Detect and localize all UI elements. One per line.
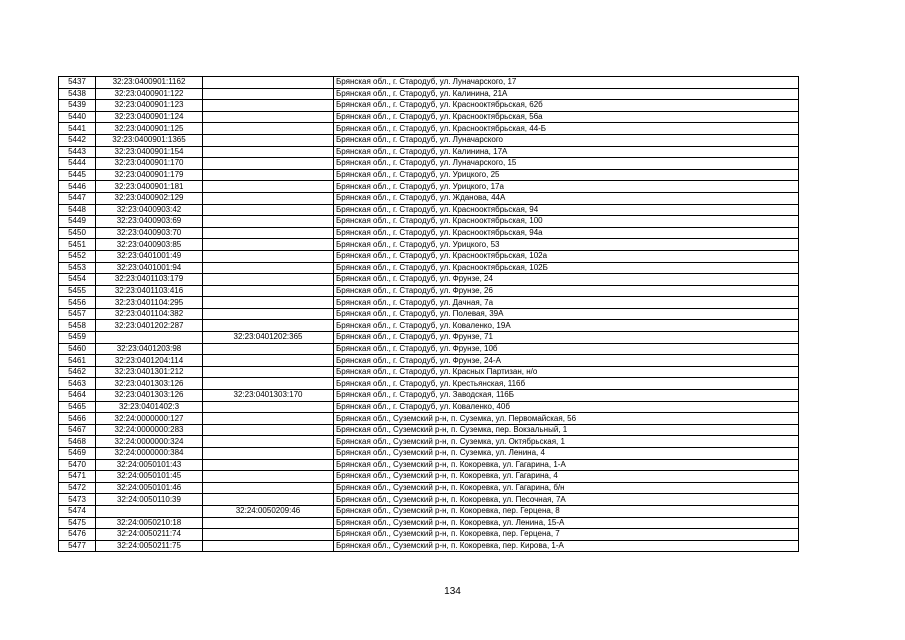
address-cell: Брянская обл., г. Стародуб, ул. Фрунзе, 10б [334, 343, 799, 355]
address-cell: Брянская обл., Суземский р-н, п. Кокоревка, пер. Герцена, 7 [334, 529, 799, 541]
previous-cadastral-number-cell [203, 111, 334, 123]
row-number-cell: 5466 [59, 413, 96, 425]
table-row [59, 227, 799, 239]
row-number-cell: 5438 [59, 88, 96, 100]
address-cell: Брянская обл., Суземский р-н, п. Кокоревка, ул. Гагарина, 1-А [334, 459, 799, 471]
cadastral-number-cell: 32:23:0401303:126 [96, 390, 203, 402]
previous-cadastral-number-cell [203, 192, 334, 204]
previous-cadastral-number-cell: 32:24:0050209:46 [203, 505, 334, 517]
cadastral-number-cell: 32:23:0401303:126 [96, 378, 203, 390]
row-number-cell: 5444 [59, 158, 96, 170]
row-number-cell: 5473 [59, 494, 96, 506]
previous-cadastral-number-cell [203, 181, 334, 193]
table-row [59, 285, 799, 297]
table-row [59, 274, 799, 286]
table-row [59, 77, 799, 89]
row-number-cell: 5454 [59, 274, 96, 286]
address-cell: Брянская обл., г. Стародуб, ул. Полевая, 39А [334, 308, 799, 320]
cadastral-number-cell: 32:24:0000000:384 [96, 448, 203, 460]
cadastral-number-cell: 32:23:0401204:114 [96, 355, 203, 367]
table-row [59, 297, 799, 309]
row-number-cell: 5468 [59, 436, 96, 448]
cadastral-number-cell: 32:23:0401104:295 [96, 297, 203, 309]
table-row [59, 401, 799, 413]
previous-cadastral-number-cell [203, 366, 334, 378]
address-cell: Брянская обл., Суземский р-н, п. Суземка, ул. Октябрьская, 1 [334, 436, 799, 448]
row-number-cell: 5460 [59, 343, 96, 355]
registry-table-body [59, 77, 799, 552]
cadastral-number-cell: 32:23:0400903:69 [96, 216, 203, 228]
address-cell: Брянская обл., Суземский р-н, п. Суземка, пер. Вокзальный, 1 [334, 424, 799, 436]
cadastral-number-cell: 32:24:0050101:43 [96, 459, 203, 471]
address-cell: Брянская обл., г. Стародуб, ул. Жданова, 44А [334, 192, 799, 204]
previous-cadastral-number-cell [203, 413, 334, 425]
previous-cadastral-number-cell [203, 239, 334, 251]
page-number: 134 [444, 586, 461, 597]
table-row [59, 239, 799, 251]
row-number-cell: 5445 [59, 169, 96, 181]
address-cell: Брянская обл., г. Стародуб, ул. Коваленко, 40б [334, 401, 799, 413]
table-row [59, 355, 799, 367]
cadastral-number-cell: 32:23:0400901:179 [96, 169, 203, 181]
cadastral-number-cell: 32:23:0401001:94 [96, 262, 203, 274]
row-number-cell: 5439 [59, 100, 96, 112]
address-cell: Брянская обл., г. Стародуб, ул. Краснооктябрьская, 100 [334, 216, 799, 228]
table-row [59, 204, 799, 216]
cadastral-number-cell: 32:23:0401402:3 [96, 401, 203, 413]
previous-cadastral-number-cell [203, 320, 334, 332]
row-number-cell: 5464 [59, 390, 96, 402]
previous-cadastral-number-cell [203, 227, 334, 239]
row-number-cell: 5457 [59, 308, 96, 320]
previous-cadastral-number-cell [203, 100, 334, 112]
address-cell: Брянская обл., Суземский р-н, п. Кокоревка, ул. Ленина, 15-А [334, 517, 799, 529]
row-number-cell: 5443 [59, 146, 96, 158]
table-row [59, 169, 799, 181]
table-row [59, 482, 799, 494]
row-number-cell: 5477 [59, 540, 96, 552]
cadastral-number-cell [96, 332, 203, 344]
previous-cadastral-number-cell [203, 424, 334, 436]
previous-cadastral-number-cell [203, 471, 334, 483]
previous-cadastral-number-cell [203, 158, 334, 170]
cadastral-number-cell: 32:24:0050101:46 [96, 482, 203, 494]
row-number-cell: 5451 [59, 239, 96, 251]
previous-cadastral-number-cell [203, 378, 334, 390]
row-number-cell: 5471 [59, 471, 96, 483]
address-cell: Брянская обл., г. Стародуб, ул. Фрунзе, 26 [334, 285, 799, 297]
previous-cadastral-number-cell [203, 123, 334, 135]
table-row [59, 390, 799, 402]
previous-cadastral-number-cell [203, 494, 334, 506]
previous-cadastral-number-cell [203, 250, 334, 262]
table-row [59, 343, 799, 355]
previous-cadastral-number-cell: 32:23:0401303:170 [203, 390, 334, 402]
previous-cadastral-number-cell [203, 459, 334, 471]
address-cell: Брянская обл., г. Стародуб, ул. Калинина, 21А [334, 88, 799, 100]
table-row [59, 494, 799, 506]
cadastral-number-cell: 32:23:0400901:1162 [96, 77, 203, 89]
address-cell: Брянская обл., Суземский р-н, п. Кокоревка, пер. Кирова, 1-А [334, 540, 799, 552]
table-row [59, 123, 799, 135]
row-number-cell: 5465 [59, 401, 96, 413]
cadastral-number-cell: 32:23:0400903:70 [96, 227, 203, 239]
previous-cadastral-number-cell [203, 401, 334, 413]
cadastral-number-cell: 32:23:0400902:129 [96, 192, 203, 204]
row-number-cell: 5440 [59, 111, 96, 123]
address-cell: Брянская обл., г. Стародуб, ул. Крестьянская, 116б [334, 378, 799, 390]
previous-cadastral-number-cell [203, 297, 334, 309]
address-cell: Брянская обл., г. Стародуб, ул. Фрунзе, 24 [334, 274, 799, 286]
cadastral-number-cell: 32:23:0400901:122 [96, 88, 203, 100]
address-cell: Брянская обл., Суземский р-н, п. Кокоревка, пер. Герцена, 8 [334, 505, 799, 517]
row-number-cell: 5463 [59, 378, 96, 390]
table-row [59, 540, 799, 552]
previous-cadastral-number-cell [203, 134, 334, 146]
row-number-cell: 5437 [59, 77, 96, 89]
row-number-cell: 5470 [59, 459, 96, 471]
previous-cadastral-number-cell [203, 88, 334, 100]
address-cell: Брянская обл., г. Стародуб, ул. Краснооктябрьская, 56а [334, 111, 799, 123]
row-number-cell: 5447 [59, 192, 96, 204]
row-number-cell: 5442 [59, 134, 96, 146]
address-cell: Брянская обл., г. Стародуб, ул. Красных Партизан, н/о [334, 366, 799, 378]
row-number-cell: 5455 [59, 285, 96, 297]
table-row [59, 134, 799, 146]
row-number-cell: 5459 [59, 332, 96, 344]
previous-cadastral-number-cell [203, 448, 334, 460]
cadastral-number-cell: 32:23:0400903:85 [96, 239, 203, 251]
cadastral-number-cell: 32:23:0400901:125 [96, 123, 203, 135]
table-row [59, 320, 799, 332]
cadastral-number-cell: 32:23:0401203:98 [96, 343, 203, 355]
table-row [59, 100, 799, 112]
previous-cadastral-number-cell [203, 529, 334, 541]
table-row [59, 448, 799, 460]
table-row [59, 366, 799, 378]
address-cell: Брянская обл., г. Стародуб, ул. Урицкого, 17а [334, 181, 799, 193]
address-cell: Брянская обл., Суземский р-н, п. Кокоревка, ул. Песочная, 7А [334, 494, 799, 506]
row-number-cell: 5456 [59, 297, 96, 309]
table-row [59, 146, 799, 158]
table-row [59, 158, 799, 170]
previous-cadastral-number-cell: 32:23:0401202:365 [203, 332, 334, 344]
table-row [59, 424, 799, 436]
address-cell: Брянская обл., г. Стародуб, ул. Урицкого, 53 [334, 239, 799, 251]
cadastral-number-cell: 32:23:0401104:382 [96, 308, 203, 320]
address-cell: Брянская обл., г. Стародуб, ул. Калинина, 17А [334, 146, 799, 158]
cadastral-number-cell: 32:23:0401103:179 [96, 274, 203, 286]
row-number-cell: 5476 [59, 529, 96, 541]
address-cell: Брянская обл., г. Стародуб, ул. Заводская, 116Б [334, 390, 799, 402]
row-number-cell: 5475 [59, 517, 96, 529]
table-row [59, 529, 799, 541]
cadastral-number-cell: 32:24:0050211:75 [96, 540, 203, 552]
previous-cadastral-number-cell [203, 169, 334, 181]
table-row [59, 192, 799, 204]
row-number-cell: 5449 [59, 216, 96, 228]
address-cell: Брянская обл., г. Стародуб, ул. Фрунзе, 71 [334, 332, 799, 344]
previous-cadastral-number-cell [203, 77, 334, 89]
previous-cadastral-number-cell [203, 343, 334, 355]
row-number-cell: 5441 [59, 123, 96, 135]
row-number-cell: 5472 [59, 482, 96, 494]
address-cell: Брянская обл., г. Стародуб, ул. Луначарского, 15 [334, 158, 799, 170]
address-cell: Брянская обл., Суземский р-н, п. Кокоревка, ул. Гагарина, 4 [334, 471, 799, 483]
row-number-cell: 5448 [59, 204, 96, 216]
table-row [59, 250, 799, 262]
cadastral-number-cell: 32:23:0401301:212 [96, 366, 203, 378]
table-row [59, 471, 799, 483]
cadastral-number-cell: 32:23:0400901:154 [96, 146, 203, 158]
cadastral-number-cell: 32:23:0400901:123 [96, 100, 203, 112]
row-number-cell: 5453 [59, 262, 96, 274]
cadastral-number-cell: 32:24:0050211:74 [96, 529, 203, 541]
previous-cadastral-number-cell [203, 355, 334, 367]
row-number-cell: 5446 [59, 181, 96, 193]
address-cell: Брянская обл., г. Стародуб, ул. Луначарского [334, 134, 799, 146]
table-row [59, 436, 799, 448]
row-number-cell: 5452 [59, 250, 96, 262]
table-row [59, 181, 799, 193]
cadastral-number-cell: 32:24:0050110:39 [96, 494, 203, 506]
cadastral-number-cell [96, 505, 203, 517]
row-number-cell: 5450 [59, 227, 96, 239]
table-row [59, 413, 799, 425]
table-row [59, 459, 799, 471]
previous-cadastral-number-cell [203, 274, 334, 286]
address-cell: Брянская обл., г. Стародуб, ул. Краснооктябрьская, 62б [334, 100, 799, 112]
cadastral-number-cell: 32:23:0401202:287 [96, 320, 203, 332]
previous-cadastral-number-cell [203, 146, 334, 158]
cadastral-number-cell: 32:23:0400901:181 [96, 181, 203, 193]
previous-cadastral-number-cell [203, 540, 334, 552]
address-cell: Брянская обл., г. Стародуб, ул. Урицкого, 25 [334, 169, 799, 181]
cadastral-number-cell: 32:24:0000000:324 [96, 436, 203, 448]
address-cell: Брянская обл., г. Стародуб, ул. Дачная, 7а [334, 297, 799, 309]
cadastral-number-cell: 32:23:0400903:42 [96, 204, 203, 216]
address-cell: Брянская обл., г. Стародуб, ул. Краснооктябрьская, 94 [334, 204, 799, 216]
previous-cadastral-number-cell [203, 204, 334, 216]
previous-cadastral-number-cell [203, 436, 334, 448]
table-row [59, 332, 799, 344]
previous-cadastral-number-cell [203, 262, 334, 274]
address-cell: Брянская обл., г. Стародуб, ул. Луначарского, 17 [334, 77, 799, 89]
cadastral-number-cell: 32:23:0400901:124 [96, 111, 203, 123]
table-row [59, 111, 799, 123]
table-row [59, 88, 799, 100]
address-cell: Брянская обл., Суземский р-н, п. Кокоревка, ул. Гагарина, б/н [334, 482, 799, 494]
table-row [59, 262, 799, 274]
row-number-cell: 5474 [59, 505, 96, 517]
previous-cadastral-number-cell [203, 216, 334, 228]
previous-cadastral-number-cell [203, 517, 334, 529]
cadastral-number-cell: 32:23:0401103:416 [96, 285, 203, 297]
previous-cadastral-number-cell [203, 285, 334, 297]
table-row [59, 517, 799, 529]
previous-cadastral-number-cell [203, 482, 334, 494]
cadastral-number-cell: 32:23:0400901:170 [96, 158, 203, 170]
table-row [59, 378, 799, 390]
address-cell: Брянская обл., Суземский р-н, п. Суземка, ул. Первомайская, 56 [334, 413, 799, 425]
row-number-cell: 5458 [59, 320, 96, 332]
row-number-cell: 5462 [59, 366, 96, 378]
row-number-cell: 5467 [59, 424, 96, 436]
cadastral-number-cell: 32:24:0000000:283 [96, 424, 203, 436]
address-cell: Брянская обл., Суземский р-н, п. Суземка, ул. Ленина, 4 [334, 448, 799, 460]
address-cell: Брянская обл., г. Стародуб, ул. Краснооктябрьская, 102а [334, 250, 799, 262]
row-number-cell: 5461 [59, 355, 96, 367]
cadastral-number-cell: 32:24:0000000:127 [96, 413, 203, 425]
table-row [59, 216, 799, 228]
table-row [59, 505, 799, 517]
address-cell: Брянская обл., г. Стародуб, ул. Краснооктябрьская, 102Б [334, 262, 799, 274]
address-cell: Брянская обл., г. Стародуб, ул. Фрунзе, 24-А [334, 355, 799, 367]
cadastral-number-cell: 32:24:0050210:18 [96, 517, 203, 529]
registry-table [58, 76, 799, 552]
cadastral-number-cell: 32:24:0050101:45 [96, 471, 203, 483]
address-cell: Брянская обл., г. Стародуб, ул. Коваленко, 19А [334, 320, 799, 332]
cadastral-number-cell: 32:23:0401001:49 [96, 250, 203, 262]
table-row [59, 308, 799, 320]
address-cell: Брянская обл., г. Стародуб, ул. Краснооктябрьская, 44-Б [334, 123, 799, 135]
address-cell: Брянская обл., г. Стародуб, ул. Краснооктябрьская, 94а [334, 227, 799, 239]
row-number-cell: 5469 [59, 448, 96, 460]
cadastral-number-cell: 32:23:0400901:1365 [96, 134, 203, 146]
previous-cadastral-number-cell [203, 308, 334, 320]
